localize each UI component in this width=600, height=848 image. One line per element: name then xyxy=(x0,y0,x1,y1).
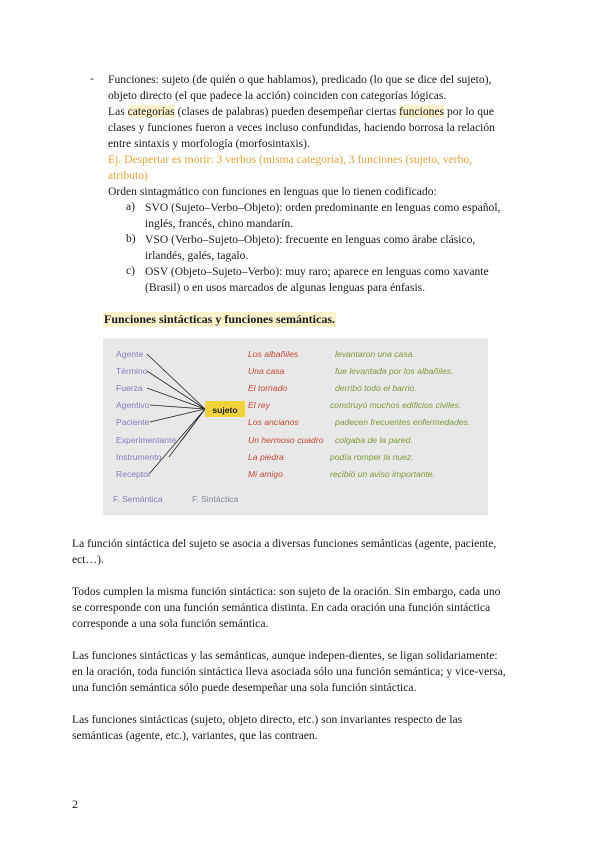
intro-line-2: objeto directo (el que padece la acción) coinciden con categorías lógicas. xyxy=(108,89,447,102)
predicate-2: derribó todo el barrio. xyxy=(335,383,417,393)
connector-line xyxy=(147,354,205,409)
list-marker-c: c) xyxy=(126,264,136,277)
predicate-0: levantaron una casa. xyxy=(335,349,415,359)
order-intro: Orden sintagmático con funciones en lenguas que lo tienen codificado: xyxy=(108,185,437,198)
page-number: 2 xyxy=(72,797,78,811)
intro-line-4: clases y funciones fueron a veces incluso confundidas, haciendo borrosa la relación xyxy=(108,121,495,134)
subject-6: La piedra xyxy=(248,452,284,462)
highlight-funciones: funciones xyxy=(399,105,445,118)
semantic-function-figure xyxy=(103,338,488,515)
subject-0: Los albañiles xyxy=(248,349,299,359)
connector-line xyxy=(147,371,205,409)
para-4-line-1: Las funciones sintácticas (sujeto, objeto directo, etc.) son invariantes respecto de las xyxy=(72,713,463,726)
predicate-6: podía romper la nuez. xyxy=(330,452,414,462)
subject-5: Un hermoso cuadro xyxy=(248,435,324,445)
intro-line-5: entre sintaxis y morfología (morfosintaxis). xyxy=(108,137,310,150)
predicate-1: fue levantada por los albañiles. xyxy=(335,366,454,376)
order-b-line-1: VSO (Verbo–Sujeto–Objeto): frecuente en lenguas como árabe clásico, xyxy=(145,233,476,246)
predicate-4: padecen frecuentes enfermedades. xyxy=(335,417,471,427)
role-paciente: Paciente xyxy=(116,417,150,427)
example-line-1: Ej. Despertar es morir: 3 verbos (misma categoría), 3 funciones (sujeto, verbo, xyxy=(108,153,473,166)
example-line-2: atributo) xyxy=(108,169,148,182)
predicate-7: recibió un aviso importante. xyxy=(330,469,436,479)
predicate-3: construyó muchos edificios civiles. xyxy=(330,400,462,410)
role-receptor: Receptor xyxy=(116,469,151,479)
para-2-line-3: corresponde a una sola función semántica. xyxy=(72,617,269,630)
para-2-line-2: se corresponde con una función semántica distinta. En cada oración una función sintáctica xyxy=(72,601,491,614)
figure-svg xyxy=(103,338,488,515)
order-c-line-2: (Brasil) o en usos marcados de algunas lenguas para énfasis. xyxy=(145,281,426,294)
order-c-line-1: OSV (Objeto–Sujeto–Verbo): muy raro; aparece en lenguas como xavante xyxy=(145,265,489,278)
subject-2: El tornado xyxy=(248,383,288,393)
para-2-line-1: Todos cumplen la misma función sintáctica: son sujeto de la oración. Sin embargo, cada uno xyxy=(72,585,501,598)
subject-3: El rey xyxy=(248,400,270,410)
footer-semantica: F. Semántica xyxy=(113,494,163,504)
para-1-line-1: La función sintáctica del sujeto se asocia a diversas funciones semánticas (agente, paciente, xyxy=(72,537,497,550)
para-3-line-1: Las funciones sintácticas y las semánticas, aunque indepen-dientes, se ligan solidariamente: xyxy=(72,649,498,662)
footer-sintactica: F. Sintáctica xyxy=(192,494,239,504)
role-experimentante: Experimentante xyxy=(116,435,177,445)
intro-line-1: Funciones: sujeto (de quién o que hablamos), predicado (lo que se dice del sujeto), xyxy=(108,73,492,86)
para-4-line-2: semánticas (agente, etc.), variantes, que las contraen. xyxy=(72,729,318,742)
highlight-categorias: categorías xyxy=(127,105,175,118)
subject-1: Una casa xyxy=(248,366,285,376)
para-3-line-3: una función semántica sólo puede desempeñar una sola función sintáctica. xyxy=(72,681,417,694)
role-instrumento: Instrumento xyxy=(116,452,162,462)
list-marker-a: a) xyxy=(126,200,136,213)
predicate-5: colgaba de la pared. xyxy=(335,435,413,445)
sujeto-label: sujeto xyxy=(212,405,238,415)
order-a-line-1: SVO (Sujeto–Verbo–Objeto): orden predominante en lenguas como español, xyxy=(145,201,501,214)
role-agentivo: Agentivo xyxy=(116,400,150,410)
intro-line-3: Las categorías (clases de palabras) pueden desempeñar ciertas funciones por lo que xyxy=(108,105,494,118)
order-a-line-2: inglés, francés, chino mandarín. xyxy=(145,217,294,230)
role-agente: Agente xyxy=(116,349,144,359)
subject-7: Mi amigo xyxy=(248,469,283,479)
role-termino: Término xyxy=(116,366,148,376)
list-marker-b: b) xyxy=(126,232,136,245)
role-fuerza: Fuerza xyxy=(116,383,143,393)
order-b-line-2: irlandés, galés, tagalo. xyxy=(145,249,249,262)
connector-line xyxy=(147,388,205,409)
list-bullet: - xyxy=(90,72,94,85)
subject-4: Los ancianos xyxy=(248,417,299,427)
section-heading: Funciones sintácticas y funciones semánticas. xyxy=(104,312,335,326)
para-1-line-2: ect…). xyxy=(72,553,104,566)
para-3-line-2: en la oración, toda función sintáctica lleva asociada sólo una función semántica; y vice-versa, xyxy=(72,665,506,678)
